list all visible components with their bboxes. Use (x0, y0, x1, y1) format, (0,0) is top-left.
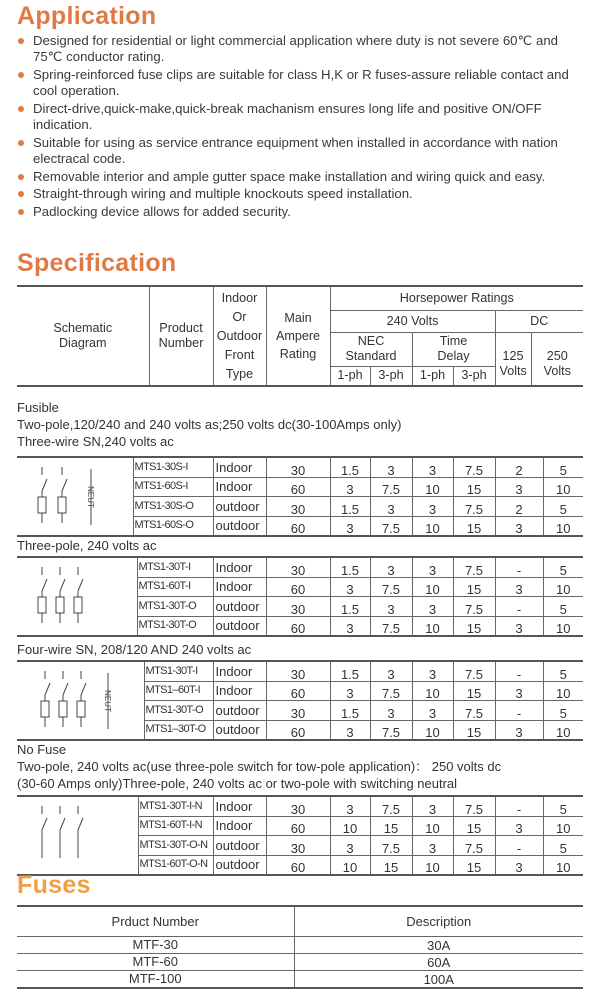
rating-value: 7.5 (370, 616, 412, 636)
section-caption: Two-pole, 240 volts ac(use three-pole switch for tow-pole application)： 250 volts dc (17, 759, 502, 774)
rating-value: 10 (412, 855, 453, 875)
rating-value: 10 (412, 516, 453, 536)
front-type: Indoor (213, 796, 266, 816)
table-row (17, 970, 583, 988)
rating-value: 2 (495, 457, 543, 477)
rating-value: 30 (266, 701, 330, 721)
schematic-diagram-icon (25, 665, 135, 735)
bullet-text: Removable interior and ample gutter space make installation and wiring quick and easy. (33, 168, 546, 184)
rating-value: 7.5 (370, 577, 412, 597)
rating-value: 7.5 (453, 701, 495, 721)
front-type: outdoor (213, 497, 266, 517)
rating-value: 3 (412, 836, 453, 856)
front-type: outdoor (213, 597, 266, 617)
header-hp: Horsepower Ratings (330, 286, 583, 310)
bullet-dot-icon (18, 72, 24, 78)
rating-value: 3 (412, 661, 453, 681)
rating-value: 3 (370, 597, 412, 617)
schematic-cell (17, 796, 138, 875)
product-number: MTS1-60S-I (133, 477, 213, 497)
rating-value: 7.5 (453, 497, 495, 517)
rating-value: 10 (412, 720, 453, 740)
rating-value: 7.5 (453, 661, 495, 681)
product-number: MTS1–30T-O (144, 720, 213, 740)
table-row (17, 661, 583, 681)
rating-value: 3 (370, 497, 412, 517)
front-type: outdoor (213, 701, 266, 721)
rating-value: 3 (412, 457, 453, 477)
section-caption: Three-wire SN,240 volts ac (17, 434, 174, 449)
rating-value: 3 (370, 701, 412, 721)
schematic-diagram-icon (22, 561, 132, 631)
application-bullet (17, 204, 587, 220)
rating-value: 30 (266, 836, 330, 856)
fuses-header-product: Prduct Number (17, 906, 294, 936)
rating-value: 15 (453, 477, 495, 497)
header-schematic: Schematic Diagram (17, 286, 149, 386)
product-number: MTS1-30T-I-N (138, 796, 213, 816)
rating-value: 7.5 (370, 516, 412, 536)
rating-value: 3 (330, 836, 370, 856)
table-row (17, 796, 583, 816)
rating-value: 10 (330, 816, 370, 836)
product-number: MTS1-60T-I (137, 577, 213, 597)
rating-value: 1.5 (330, 457, 370, 477)
rating-value: 7.5 (453, 836, 495, 856)
rating-value: 3 (495, 855, 543, 875)
rating-value: 3 (495, 577, 543, 597)
bullet-text: Straight-through wiring and multiple knockouts speed installation. (33, 186, 413, 202)
application-bullet (17, 169, 587, 185)
rating-value: 5 (543, 796, 583, 816)
rating-value: 3 (370, 457, 412, 477)
rating-value: 15 (453, 516, 495, 536)
rating-value: 5 (543, 836, 583, 856)
rating-value: 3 (495, 720, 543, 740)
fuses-table (17, 905, 583, 989)
header-product: Product Number (149, 286, 213, 386)
rating-value: 7.5 (453, 796, 495, 816)
front-type: Indoor (213, 577, 266, 597)
rating-value: 10 (412, 577, 453, 597)
spec-data-table (17, 556, 583, 637)
application-bullet (17, 67, 587, 99)
rating-value: 5 (543, 661, 583, 681)
rating-value: 30 (266, 796, 330, 816)
header-dc: DC (495, 310, 583, 332)
front-type: Indoor (213, 477, 266, 497)
rating-value: 5 (543, 497, 583, 517)
fuse-product-number: MTF-60 (17, 953, 294, 970)
rating-value: 3 (412, 557, 453, 577)
neutral-label: NEUT (103, 689, 113, 712)
product-number: MTS1–60T-I (144, 681, 213, 701)
rating-value: 1.5 (330, 497, 370, 517)
section-caption: No Fuse (17, 742, 67, 757)
product-number: MTS1-30T-O (137, 597, 213, 617)
rating-value: 60 (266, 816, 330, 836)
rating-value: 2 (495, 497, 543, 517)
rating-value: 15 (453, 720, 495, 740)
rating-value: - (495, 557, 543, 577)
product-number: MTS1-30S-O (133, 497, 213, 517)
rating-value: 60 (266, 855, 330, 875)
rating-value: 10 (543, 816, 583, 836)
rating-value: 10 (412, 681, 453, 701)
product-number: MTS1-30T-O (137, 616, 213, 636)
front-type: Indoor (213, 816, 266, 836)
rating-value: 7.5 (453, 557, 495, 577)
section-caption: Four-wire SN, 208/120 AND 240 volts ac (17, 642, 252, 657)
rating-value: 3 (412, 497, 453, 517)
fuse-description: 30A (294, 936, 583, 953)
spec-data-table (17, 795, 583, 876)
bullet-dot-icon (18, 209, 24, 215)
rating-value: - (495, 597, 543, 617)
rating-value: 5 (543, 557, 583, 577)
rating-value: 3 (330, 681, 370, 701)
rating-value: 60 (266, 577, 330, 597)
bullet-text: Direct-drive,quick-make,quick-break machanism ensures long life and positive ON/OFF indication. (33, 100, 542, 133)
bullet-dot-icon (18, 191, 24, 197)
schematic-cell (17, 457, 133, 536)
bullet-dot-icon (18, 174, 24, 180)
product-number: MTS1-30S-I (133, 457, 213, 477)
rating-value: - (495, 796, 543, 816)
rating-value: 10 (330, 855, 370, 875)
rating-value: 10 (412, 477, 453, 497)
rating-value: 10 (543, 681, 583, 701)
rating-value: 7.5 (370, 796, 412, 816)
spec-header-table (17, 285, 583, 387)
spec-data-table (17, 660, 583, 741)
rating-value: 60 (266, 681, 330, 701)
rating-value: 10 (543, 855, 583, 875)
rating-value: 3 (330, 796, 370, 816)
front-type: outdoor (213, 616, 266, 636)
front-type: outdoor (213, 720, 266, 740)
rating-value: 3 (412, 701, 453, 721)
front-type: Indoor (213, 557, 266, 577)
rating-value: 7.5 (370, 720, 412, 740)
application-list (17, 33, 587, 222)
product-number: MTS1-30T-O (144, 701, 213, 721)
rating-value: 30 (266, 597, 330, 617)
rating-value: 30 (266, 557, 330, 577)
rating-value: 60 (266, 720, 330, 740)
rating-value: 10 (543, 720, 583, 740)
rating-value: - (495, 661, 543, 681)
rating-value: 7.5 (453, 457, 495, 477)
rating-value: 15 (453, 855, 495, 875)
section-caption: (30-60 Amps only)Three-pole, 240 volts ac or two-pole with switching neutral (17, 776, 458, 791)
rating-value: 1.5 (330, 661, 370, 681)
rating-value: 3 (495, 516, 543, 536)
rating-value: 30 (266, 457, 330, 477)
rating-value: 3 (495, 816, 543, 836)
fuse-product-number: MTF-30 (17, 936, 294, 953)
product-number: MTS1-30T-I (144, 661, 213, 681)
rating-value: 3 (370, 661, 412, 681)
table-row (17, 457, 583, 477)
front-type: outdoor (213, 836, 266, 856)
product-number: MTS1-60S-O (133, 516, 213, 536)
rating-value: 60 (266, 516, 330, 536)
neutral-label: NEUT (85, 485, 95, 508)
bullet-text: Designed for residential or light commercial application where duty is not severe 60℃ and 75℃ conductor rating. (33, 33, 558, 65)
fuse-description: 100A (294, 970, 583, 988)
rating-value: 15 (370, 816, 412, 836)
rating-value: 3 (330, 616, 370, 636)
rating-value: 5 (543, 457, 583, 477)
front-type: Indoor (213, 457, 266, 477)
header-250v: 250 Volts (531, 332, 583, 386)
fuses-title: Fuses (17, 871, 91, 899)
rating-value: 3 (330, 720, 370, 740)
section-caption: Three-pole, 240 volts ac (17, 538, 157, 553)
header-td-1ph: 1-ph (412, 366, 453, 386)
rating-value: 10 (543, 616, 583, 636)
spec-data-table (17, 456, 583, 537)
product-number: MTS1-30T-I (137, 557, 213, 577)
rating-value: 15 (453, 681, 495, 701)
rating-value: 7.5 (370, 477, 412, 497)
fuse-product-number: MTF-100 (17, 970, 294, 988)
schematic-cell (17, 557, 137, 636)
product-number: MTS1-60T-O-N (138, 855, 213, 875)
table-row (17, 936, 583, 953)
rating-value: 10 (543, 577, 583, 597)
rating-value: 3 (330, 516, 370, 536)
rating-value: 10 (412, 616, 453, 636)
front-type: Indoor (213, 681, 266, 701)
application-bullet (17, 135, 587, 167)
header-125v: 125 Volts (495, 332, 531, 386)
rating-value: 10 (543, 516, 583, 536)
rating-value: 3 (495, 616, 543, 636)
header-nec-3ph: 3-ph (370, 366, 412, 386)
rating-value: 30 (266, 497, 330, 517)
application-bullet (17, 186, 587, 202)
product-number: MTS1-30T-O-N (138, 836, 213, 856)
rating-value: 10 (543, 477, 583, 497)
rating-value: 15 (370, 855, 412, 875)
section-caption: Fusible (17, 400, 59, 415)
rating-value: 5 (543, 701, 583, 721)
rating-value: 3 (412, 597, 453, 617)
schematic-diagram-icon (22, 800, 132, 870)
rating-value: 15 (453, 616, 495, 636)
product-number: MTS1-60T-I-N (138, 816, 213, 836)
front-type: outdoor (213, 516, 266, 536)
fuses-header-description: Description (294, 906, 583, 936)
bullet-text: Suitable for using as service entrance equipment when installed in accordance with nation electracal code. (33, 134, 558, 166)
rating-value: - (495, 701, 543, 721)
rating-value: 15 (453, 816, 495, 836)
rating-value: 3 (370, 557, 412, 577)
header-nec-1ph: 1-ph (330, 366, 370, 386)
rating-value: 30 (266, 661, 330, 681)
rating-value: 3 (330, 577, 370, 597)
front-type: Indoor (213, 661, 266, 681)
header-nec: NEC Standard (330, 332, 412, 366)
rating-value: 15 (453, 577, 495, 597)
rating-value: 7.5 (453, 597, 495, 617)
rating-value: 10 (412, 816, 453, 836)
rating-value: 1.5 (330, 701, 370, 721)
rating-value: 3 (330, 477, 370, 497)
header-time-delay: Time Delay (412, 332, 495, 366)
bullet-text: Spring-reinforced fuse clips are suitable for class H,K or R fuses-assure reliable contact and cool operation. (33, 66, 569, 99)
rating-value: 60 (266, 477, 330, 497)
rating-value: 7.5 (370, 681, 412, 701)
table-row (17, 953, 583, 970)
fuse-description: 60A (294, 953, 583, 970)
bullet-dot-icon (18, 38, 24, 44)
rating-value: 1.5 (330, 597, 370, 617)
rating-value: 7.5 (370, 836, 412, 856)
header-ampere: Main Ampere Rating (266, 286, 330, 386)
rating-value: 3 (495, 477, 543, 497)
front-type: outdoor (213, 855, 266, 875)
application-title: Application (17, 2, 157, 30)
specification-title: Specification (17, 249, 177, 277)
schematic-diagram-icon (20, 461, 130, 531)
bullet-dot-icon (18, 140, 24, 146)
rating-value: 60 (266, 616, 330, 636)
rating-value: 1.5 (330, 557, 370, 577)
table-row (17, 557, 583, 577)
schematic-cell (17, 661, 144, 740)
rating-value: 3 (412, 796, 453, 816)
application-bullet (17, 33, 587, 65)
application-bullet (17, 101, 587, 133)
rating-value: 5 (543, 597, 583, 617)
header-240v: 240 Volts (330, 310, 495, 332)
rating-value: 3 (495, 681, 543, 701)
section-caption: Two-pole,120/240 and 240 volts as;250 volts dc(30-100Amps only) (17, 417, 402, 432)
header-td-3ph: 3-ph (453, 366, 495, 386)
rating-value: - (495, 836, 543, 856)
bullet-text: Padlocking device allows for added security. (33, 204, 291, 220)
header-front-type: Indoor Or Outdoor Front Type (213, 286, 266, 386)
bullet-dot-icon (18, 106, 24, 112)
